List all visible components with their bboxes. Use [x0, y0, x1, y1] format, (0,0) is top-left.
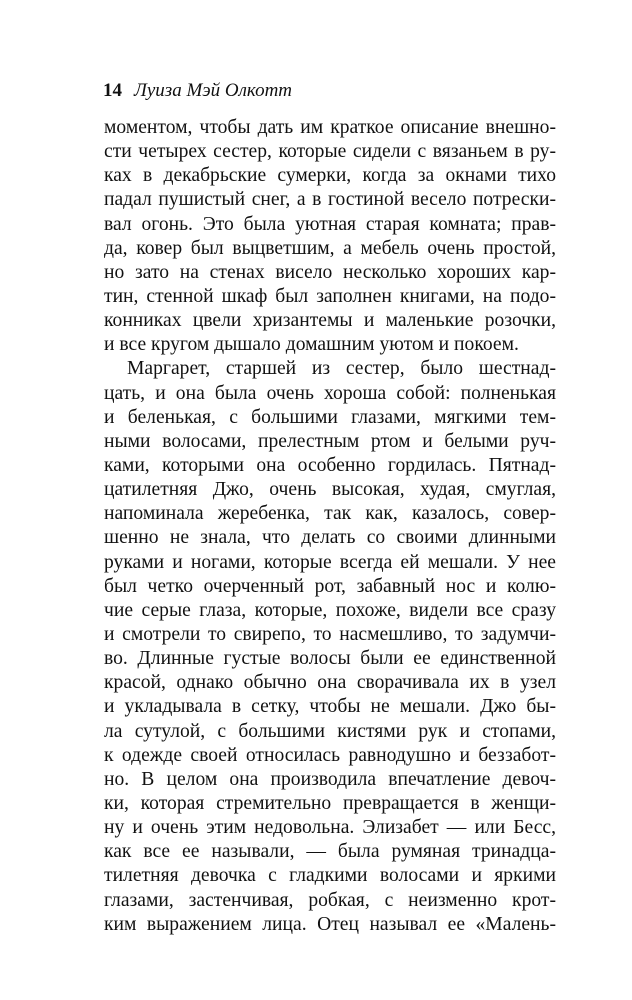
text-line: и укладывала в сетку, чтобы не мешали. Джо бы-	[104, 696, 556, 718]
text-line: глазами, застенчивая, робкая, с неизменно крот-	[104, 889, 556, 911]
text-line: цать, и она была очень хороша собой: полненькая	[104, 382, 556, 404]
page-number: 14	[103, 80, 122, 101]
text-line: да, ковер был выцветшим, а мебель очень простой,	[104, 237, 556, 259]
text-line: Маргарет, старшей из сестер, было шестнад-	[127, 358, 556, 380]
text-line: был четко очерченный рот, забавный нос и колю-	[104, 575, 556, 597]
text-line: ках в декабрьские сумерки, когда за окнами тихо	[104, 165, 556, 187]
text-line: ну и очень этим недовольна. Элизабет — или Бесс,	[104, 817, 556, 839]
text-line: тилетняя девочка с гладкими волосами и яркими	[104, 865, 556, 887]
text-line: ким выражением лица. Отец называл ее «Малень-	[104, 913, 556, 935]
running-head	[103, 80, 292, 102]
text-line: во. Длинные густые волосы были ее единственной	[104, 648, 556, 670]
text-line: к одежде своей относилась равнодушно и беззабот-	[104, 744, 556, 766]
paragraph-1	[104, 116, 556, 357]
text-line: ки, которая стремительно превращается в женщи-	[104, 792, 556, 814]
text-line: как все ее называли, — была румяная тринадца-	[104, 841, 556, 863]
text-line: но зато на стенах висело несколько хороших кар-	[104, 261, 556, 283]
text-line: падал пушистый снег, а в гостиной весело потрески-	[104, 189, 556, 211]
running-head-author: Луиза Мэй Олкотт	[134, 80, 293, 101]
text-line: ла сутулой, с большими кистями рук и стопами,	[104, 720, 556, 742]
text-line: и смотрели то свирепо, то насмешливо, то задумчи-	[104, 623, 556, 645]
text-line: и беленькая, с большими глазами, мягкими тем-	[104, 406, 556, 428]
text-line: сти четырех сестер, которые сидели с вязаньем в ру-	[104, 141, 556, 163]
text-line: вал огонь. Это была уютная старая комната; прав-	[104, 213, 556, 235]
text-line: и все кругом дышало домашним уютом и покоем.	[104, 334, 519, 356]
text-line: красой, однако обычно она сворачивала их в узел	[104, 672, 556, 694]
text-line: конниках цвели хризантемы и маленькие розочки,	[104, 310, 556, 332]
text-line: ками, которыми она особенно гордилась. Пятнад-	[104, 454, 556, 476]
text-line: шенно не знала, что делать со своими длинными	[104, 527, 556, 549]
text-line: ными волосами, прелестным ртом и белыми руч-	[104, 430, 556, 452]
text-line: но. В целом она производила впечатление девоч-	[104, 768, 556, 790]
text-line: руками и ногами, которые всегда ей мешали. У нее	[104, 551, 556, 573]
text-line: моментом, чтобы дать им краткое описание внешно-	[104, 117, 556, 138]
text-line: цатилетняя Джо, очень высокая, худая, смуглая,	[104, 479, 556, 501]
text-line: тин, стенной шкаф был заполнен книгами, на подо-	[104, 285, 556, 307]
body-text	[104, 116, 556, 937]
paragraph-2	[104, 357, 556, 936]
text-line: напоминала жеребенка, так как, казалось, совер-	[104, 503, 556, 525]
text-line: чие серые глаза, которые, похоже, видели все сразу	[104, 599, 556, 621]
